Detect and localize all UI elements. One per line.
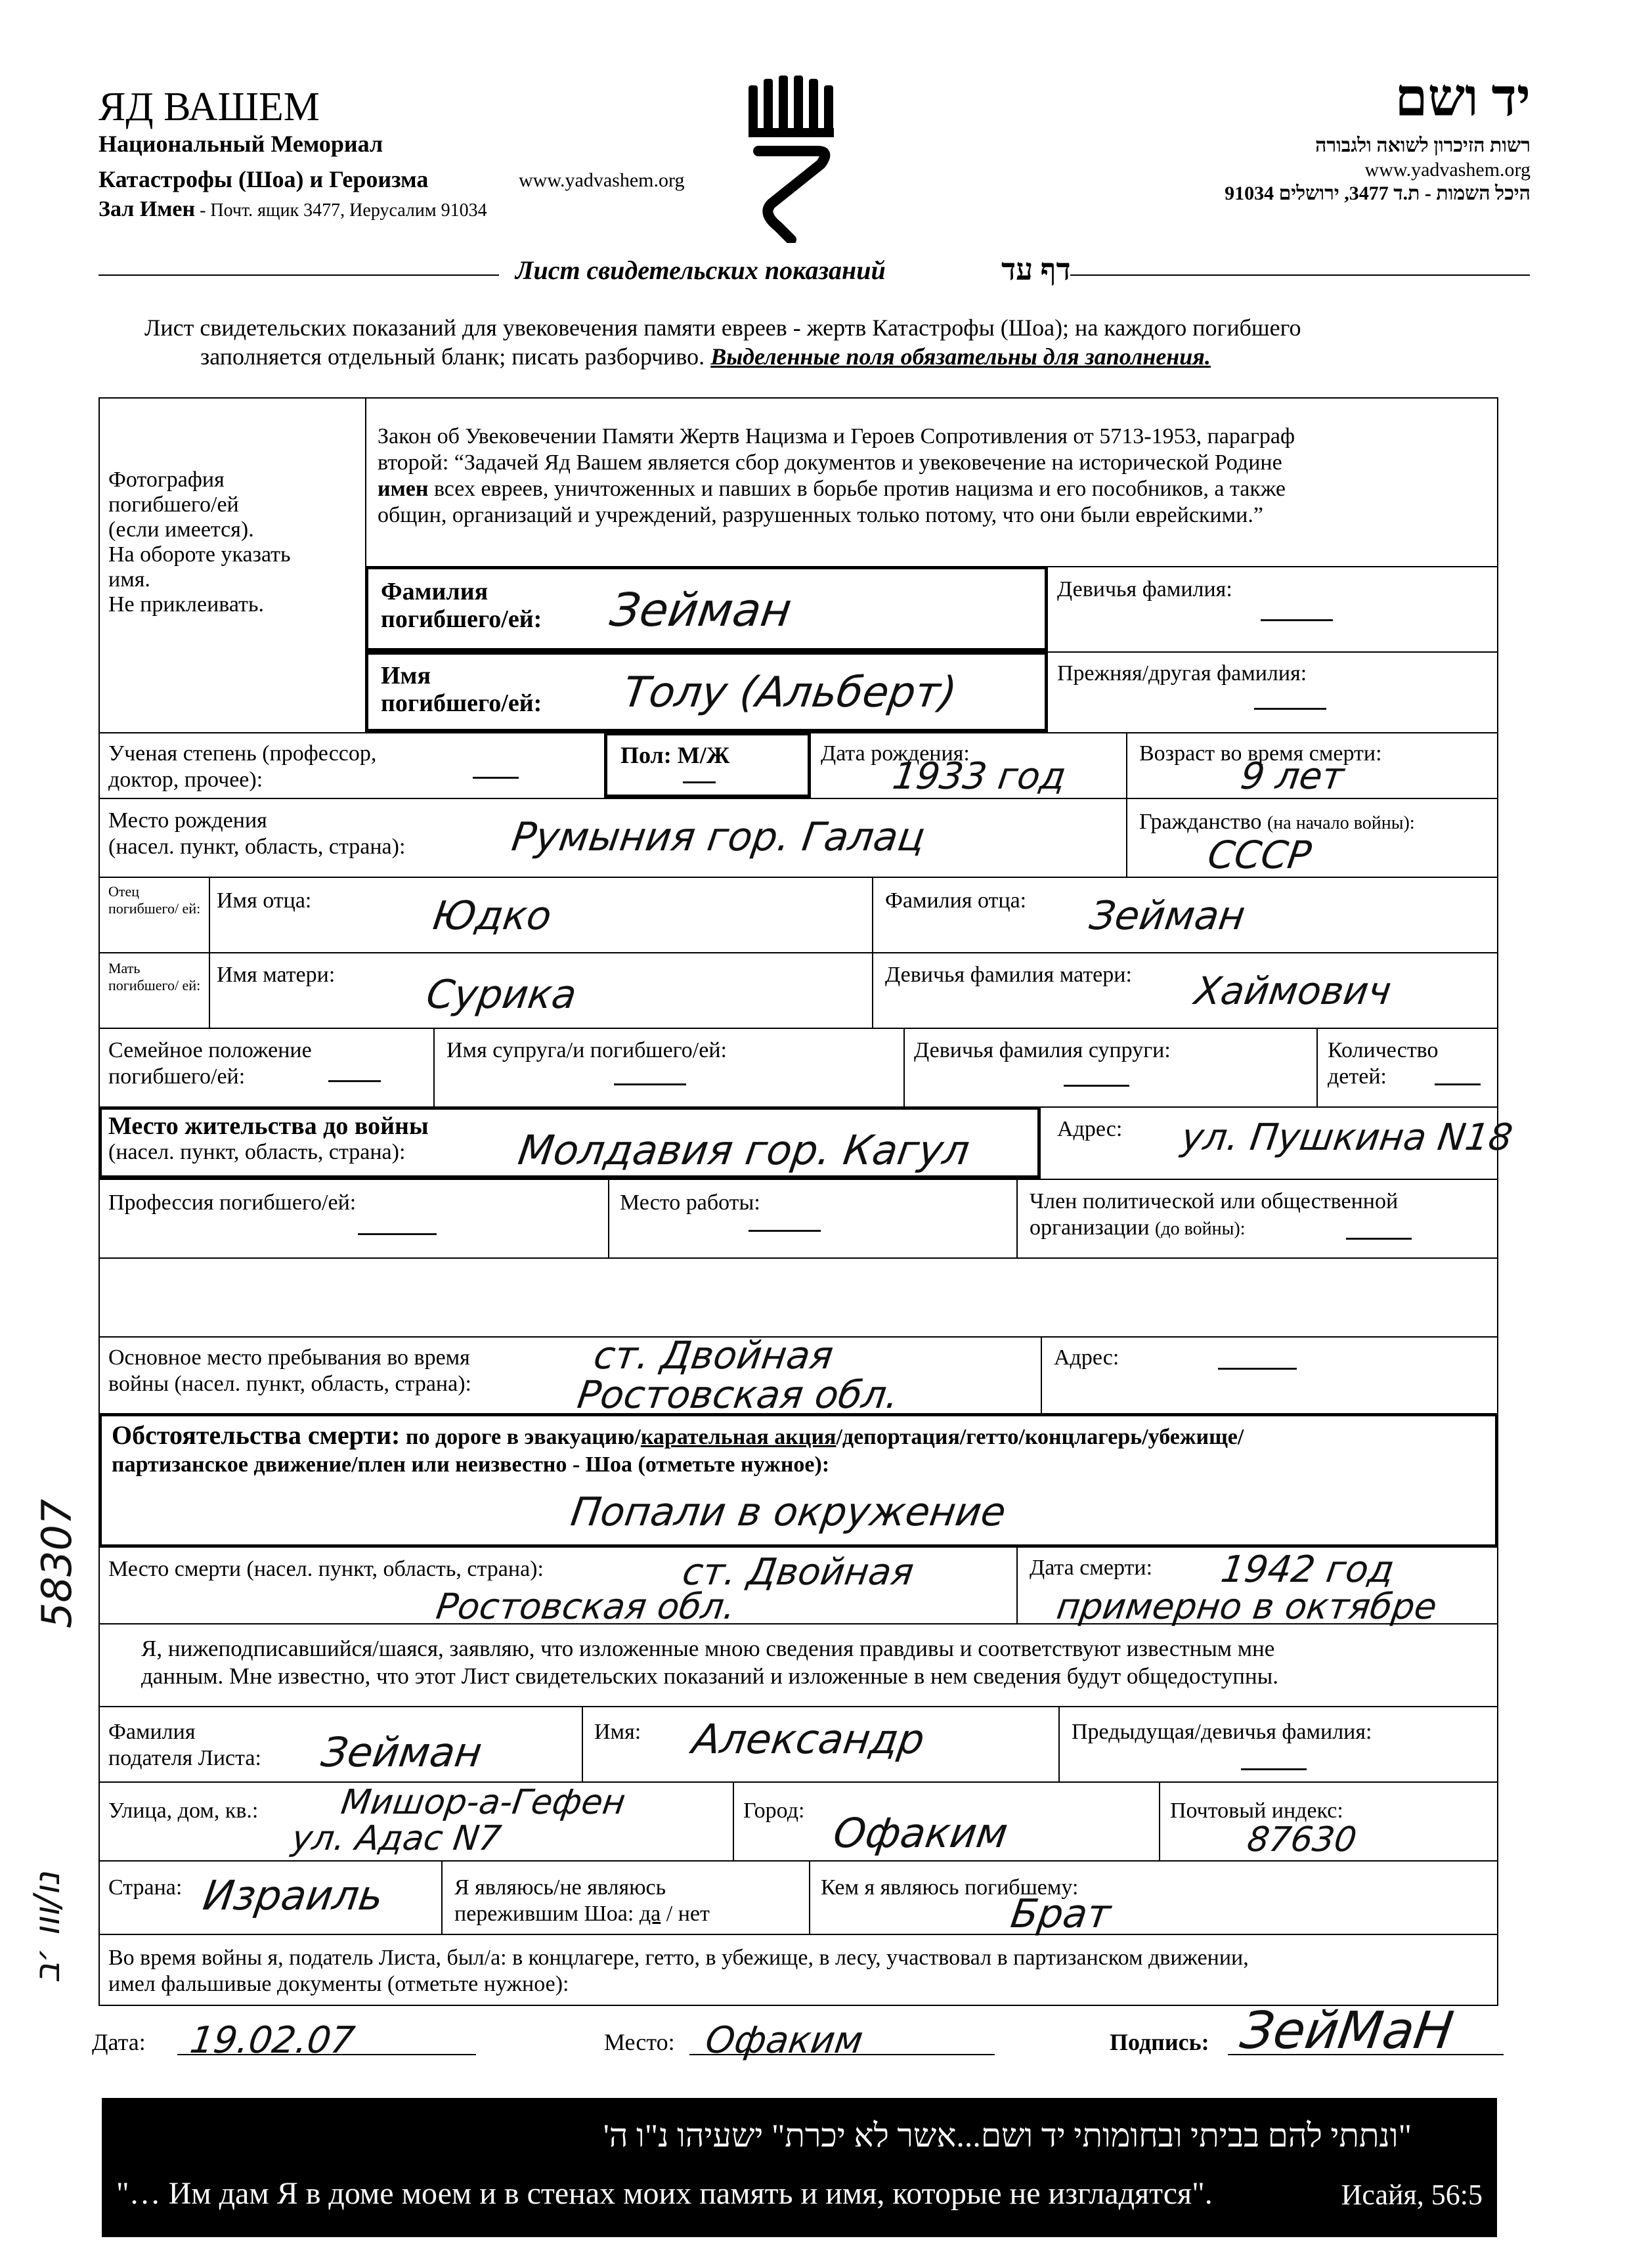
form-title: Лист свидетельских показаний bbox=[515, 255, 886, 285]
address-label: Адрес: bbox=[1057, 1117, 1123, 1141]
quote-banner bbox=[102, 2098, 1497, 2237]
street-label: Улица, дом, кв.: bbox=[108, 1799, 259, 1823]
wartime-value-2: Ростовская обл. bbox=[575, 1372, 902, 1417]
children-label1: Количество bbox=[1328, 1038, 1439, 1062]
place-value: Офаким bbox=[703, 2019, 866, 2062]
submitter-name-value: Александр bbox=[689, 1715, 928, 1763]
death-place-value-2: Ростовская обл. bbox=[433, 1586, 739, 1627]
col-rule-age bbox=[1126, 732, 1127, 877]
profession-dash bbox=[358, 1233, 437, 1235]
sex-label: Пол: М/Ж bbox=[620, 742, 730, 768]
citizenship-note: (на начало войны): bbox=[1267, 813, 1415, 833]
death-place-label: Место смерти (насел. пункт, область, страна): bbox=[108, 1557, 544, 1581]
title-rule-left bbox=[98, 274, 499, 276]
date-underline bbox=[177, 2054, 476, 2055]
row-rule-13 bbox=[98, 1781, 1498, 1783]
submitter-surname-label bbox=[108, 1719, 261, 1772]
victim-prev-label: Прежняя/другая фамилия: bbox=[1057, 661, 1307, 686]
law-line1: Закон об Увековечении Памяти Жертв Нацизма и Героев Сопротивления от 5713-1953, параграф bbox=[378, 424, 1295, 448]
quote-ref: Исайя, 56:5 bbox=[1341, 2179, 1483, 2211]
victim-name-value: Толу (Альберт) bbox=[620, 668, 960, 717]
place-underline bbox=[689, 2054, 995, 2055]
address-value: ул. Пушкина N18 bbox=[1179, 1116, 1515, 1159]
org-line2: Катастрофы (Шоа) и Героизма bbox=[98, 166, 429, 192]
wartime-address-dash bbox=[1218, 1368, 1297, 1370]
family-divider-1 bbox=[433, 1028, 435, 1106]
residence-label1: Место жительства до войны bbox=[108, 1112, 429, 1140]
address-div-1 bbox=[733, 1781, 734, 1860]
age-label: Возраст во время смерти: bbox=[1139, 741, 1382, 766]
address-div-2 bbox=[1159, 1781, 1160, 1860]
birthplace-label2: (насел. пункт, область, страна): bbox=[108, 835, 406, 859]
victim-surname-label1: Фамилия bbox=[381, 578, 489, 605]
row-rule-8 bbox=[98, 1179, 1498, 1180]
father-surname-label: Фамилия отца: bbox=[885, 888, 1027, 913]
margin-note-2: נו/ווו ׳ב bbox=[26, 1871, 68, 1983]
family-label1: Семейное положение bbox=[108, 1038, 312, 1062]
row-rule-4 bbox=[98, 877, 1498, 878]
death-circ-line1 bbox=[112, 1422, 1244, 1451]
family-dash bbox=[328, 1080, 381, 1082]
city-value: Офаким bbox=[830, 1809, 1011, 1857]
declaration-line1: Я, нижеподписавшийся/шаяся, заявляю, что изложенные мною сведения правдивы и соответствуют известным мне bbox=[141, 1636, 1275, 1661]
wartime-label2: войны (насел. пункт, область, страна): bbox=[108, 1372, 471, 1396]
death-circ-opt2: карательная акция bbox=[640, 1425, 836, 1449]
intro-line2 bbox=[200, 343, 1211, 370]
hall-address: - Почт. ящик 3477, Иерусалим 91034 bbox=[195, 200, 487, 221]
work-label: Место работы: bbox=[620, 1190, 760, 1215]
row-rule-3 bbox=[98, 798, 1498, 799]
intro-line1: Лист свидетельских показаний для увековечения памяти евреев - жертв Катастрофы (Шоа); на каждого погибшего bbox=[144, 315, 1301, 341]
street-value-1: Мишор-а-Гефен bbox=[338, 1783, 628, 1822]
photo-line3: (если имеется). bbox=[108, 517, 254, 542]
street-value-2: ул. Адас N7 bbox=[289, 1819, 504, 1858]
intro-required: Выделенные поля обязательны для заполнения. bbox=[710, 343, 1211, 370]
death-date-divider bbox=[1016, 1548, 1018, 1623]
row-rule-9 bbox=[98, 1257, 1498, 1259]
wartime-label bbox=[108, 1345, 471, 1397]
hall-line bbox=[98, 197, 487, 222]
submitter-div-1 bbox=[582, 1706, 583, 1781]
org-line1: Национальный Мемориал bbox=[98, 131, 383, 157]
victim-prev-dash bbox=[1254, 708, 1326, 710]
wartime-label1: Основное место пребывания во время bbox=[108, 1345, 470, 1370]
family-label bbox=[108, 1037, 312, 1090]
survivor-label2: пережившим Шоа: bbox=[454, 1902, 634, 1926]
death-circ-label: Обстоятельства смерти: bbox=[112, 1420, 401, 1450]
submitter-prev-label: Предыдущая/девичья фамилия: bbox=[1072, 1720, 1372, 1744]
law-line2: второй: “Задачей Яд Вашем является сбор документов и увековечение на исторической Родине bbox=[378, 450, 1282, 475]
quote-ru: "… Им дам Я в доме моем и в стенах моих память и имя, которые не изгладятся". bbox=[116, 2176, 1213, 2211]
row-rule-7 bbox=[1041, 1106, 1498, 1108]
survivor-label1: Я являюсь/не являюсь bbox=[454, 1875, 666, 1900]
victim-maiden-label: Девичья фамилия: bbox=[1057, 577, 1232, 601]
zip-value: 87630 bbox=[1244, 1820, 1359, 1860]
spouse-label: Имя супруга/и погибшего/ей: bbox=[446, 1038, 727, 1062]
survivor-label bbox=[454, 1875, 710, 1927]
row-rule-12 bbox=[98, 1706, 1498, 1707]
relation-value: Брат bbox=[1008, 1891, 1114, 1937]
submitter-div-2 bbox=[1058, 1706, 1060, 1781]
submitter-surname-label1: Фамилия bbox=[108, 1720, 196, 1744]
victim-maiden-dash bbox=[1261, 619, 1333, 621]
law-line3-rest: всех евреев, уничтоженных и павших в борьбе против нацизма и его пособников, а также bbox=[428, 477, 1286, 501]
photo-line6: Не приклеивать. bbox=[108, 592, 264, 617]
survivor-yes[interactable]: да bbox=[639, 1902, 661, 1926]
photo-line2: погибшего/ей bbox=[108, 492, 239, 517]
family-divider-3 bbox=[1316, 1028, 1318, 1106]
mother-side-label: Мать погибшего/ ей: bbox=[108, 960, 201, 993]
victim-name-label2: погибшего/ей: bbox=[381, 689, 542, 717]
father-name-label: Имя отца: bbox=[217, 888, 312, 913]
he-line1: רשות הזיכרון לשואה ולגבורה bbox=[1315, 135, 1531, 156]
mother-name-value: Сурика bbox=[424, 972, 580, 1018]
victim-surname-label2: погибшего/ей: bbox=[381, 605, 542, 633]
date-label: Дата: bbox=[92, 2029, 146, 2055]
degree-label bbox=[108, 741, 376, 793]
mother-maiden-value: Хаймович bbox=[1192, 969, 1395, 1013]
family-label2: погибшего/ей: bbox=[108, 1064, 246, 1089]
quote-he: "ונתתי להם בביתי ובחומותי יד ושם...אשר לא יכרת" ישעיהו נ"ו ה' bbox=[603, 2117, 1412, 2154]
father-name-value: Юдко bbox=[430, 893, 555, 939]
country-div-1 bbox=[441, 1860, 443, 1934]
yad-vashem-logo bbox=[745, 72, 844, 243]
website: www.yadvashem.org bbox=[519, 169, 685, 191]
photo-instructions bbox=[108, 468, 291, 617]
death-circ-opt1: по дороге в эвакуацию/ bbox=[405, 1425, 641, 1449]
victim-surname-label bbox=[381, 578, 542, 633]
member-note: (до войны): bbox=[1155, 1219, 1246, 1239]
degree-dash bbox=[473, 777, 519, 779]
intro-text2: заполняется отдельный бланк; писать разборчиво. bbox=[200, 343, 705, 370]
row-rule-11 bbox=[98, 1623, 1498, 1625]
law-names: имен bbox=[378, 477, 429, 501]
title-rule-right bbox=[1070, 274, 1530, 276]
margin-note: 58307 bbox=[33, 1498, 81, 1628]
spouse-dash bbox=[614, 1083, 686, 1085]
birthplace-value: Румыния гор. Галац bbox=[509, 814, 928, 860]
sign-label: Подпись: bbox=[1110, 2029, 1209, 2055]
law-text bbox=[378, 424, 1295, 529]
country-div-2 bbox=[809, 1860, 810, 1934]
submitter-prev-dash bbox=[1241, 1768, 1307, 1770]
profession-label: Профессия погибшего/ей: bbox=[108, 1190, 357, 1215]
degree-label1: Ученая степень (профессор, bbox=[108, 741, 377, 766]
city-label: Город: bbox=[743, 1799, 805, 1823]
death-date-label: Дата смерти: bbox=[1030, 1556, 1153, 1580]
signature: ЗейМаН bbox=[1236, 2001, 1457, 2061]
death-circ-line2: партизанское движение/плен или неизвестно - Шоа (отметьте нужное): bbox=[112, 1452, 830, 1477]
he-website: www.yadvashem.org bbox=[1364, 159, 1531, 181]
member-label2: организации bbox=[1030, 1215, 1150, 1240]
wartime-address-label: Адрес: bbox=[1054, 1345, 1119, 1370]
profession-divider-2 bbox=[1016, 1179, 1018, 1257]
age-value: 9 лет bbox=[1238, 755, 1347, 798]
death-circ-opt3: /депортация/гетто/концлагерь/убежище/ bbox=[836, 1425, 1244, 1449]
survivor-no[interactable]: / нет bbox=[661, 1902, 710, 1926]
spouse-maiden-dash bbox=[1064, 1085, 1129, 1087]
family-divider-2 bbox=[903, 1028, 905, 1106]
birth-value: 1933 год bbox=[890, 755, 1069, 798]
degree-label2: доктор, прочее): bbox=[108, 768, 263, 792]
residence-label bbox=[108, 1113, 429, 1166]
declaration bbox=[141, 1635, 1278, 1690]
photo-line4: На обороте указать bbox=[108, 542, 291, 567]
declaration-line2: данным. Мне известно, что этот Лист свидетельских показаний и изложенные в нем сведения будут общедоступны. bbox=[141, 1663, 1278, 1689]
country-value: Израиль bbox=[200, 1871, 387, 1919]
children-label bbox=[1328, 1037, 1439, 1090]
country-label: Страна: bbox=[108, 1875, 183, 1900]
victim-name-label bbox=[381, 662, 542, 717]
relation-label: Кем я являюсь погибшему: bbox=[821, 1875, 1079, 1900]
war-label bbox=[108, 1945, 1249, 1997]
death-date-value-2: примерно в октябре bbox=[1054, 1586, 1440, 1627]
row-rule-1 bbox=[1048, 651, 1498, 653]
father-surname-value: Зейман bbox=[1087, 893, 1248, 939]
mother-maiden-label: Девичья фамилия матери: bbox=[885, 963, 1132, 987]
submitter-surname-label2: подателя Листа: bbox=[108, 1746, 261, 1770]
death-circ-value: Попали в окружение bbox=[568, 1489, 1009, 1535]
wartime-value-1: ст. Двойная bbox=[591, 1333, 836, 1378]
he-title: יד ושם bbox=[1395, 70, 1531, 127]
member-label1: Член политической или общественной bbox=[1030, 1189, 1399, 1213]
org-title: ЯД ВАШЕМ bbox=[98, 85, 320, 129]
war-label1: Во время войны я, податель Листа, был/а: в концлагере, гетто, в убежище, в лесу, участвовал в партизанском движении, bbox=[108, 1946, 1249, 1970]
residence-value: Молдавия гор. Кагул bbox=[515, 1126, 973, 1174]
profession-divider-1 bbox=[608, 1179, 609, 1257]
date-value: 19.02.07 bbox=[187, 2019, 357, 2062]
submitter-surname-value: Зейман bbox=[318, 1728, 485, 1776]
birth-label: Дата рождения: bbox=[821, 741, 970, 766]
member-label bbox=[1030, 1189, 1398, 1242]
mother-name-label: Имя матери: bbox=[217, 963, 336, 987]
row-rule-15 bbox=[98, 1934, 1498, 1935]
children-dash bbox=[1435, 1083, 1481, 1085]
sex-dash bbox=[683, 781, 716, 783]
war-label2: имел фальшивые документы (отметьте нужное): bbox=[108, 1972, 569, 1996]
birthplace-label bbox=[108, 808, 405, 860]
member-dash bbox=[1346, 1238, 1412, 1240]
photo-line1: Фотография bbox=[108, 468, 225, 492]
spouse-maiden-label: Девичья фамилия супруги: bbox=[914, 1038, 1171, 1062]
residence-label2: (насел. пункт, область, страна): bbox=[108, 1140, 406, 1164]
birthplace-label1: Место рождения bbox=[108, 808, 267, 833]
zip-label: Почтовый индекс: bbox=[1170, 1799, 1343, 1823]
victim-surname-value: Зейман bbox=[607, 583, 795, 637]
sign-underline bbox=[1228, 2054, 1504, 2055]
submitter-name-label: Имя: bbox=[594, 1720, 641, 1744]
row-rule-5 bbox=[98, 952, 1498, 953]
law-line4: общин, организаций и учреждений, разрушенных только потому, что они были еврейскими.” bbox=[378, 503, 1263, 527]
death-date-value-1: 1942 год bbox=[1218, 1548, 1397, 1591]
row-rule-6 bbox=[98, 1028, 1498, 1029]
row-rule-14 bbox=[98, 1860, 1498, 1862]
father-side-label: Отец погибшего/ ей: bbox=[108, 883, 201, 917]
place-label: Место: bbox=[604, 2029, 675, 2055]
citizenship-label-main: Гражданство bbox=[1139, 810, 1262, 834]
work-dash bbox=[749, 1230, 821, 1232]
children-label2: детей: bbox=[1328, 1064, 1387, 1089]
he-address: היכל השמות - ת.ד 3477, ירושלים 91034 bbox=[1225, 183, 1531, 204]
citizenship-value: СССР bbox=[1205, 833, 1314, 877]
death-place-value-1: ст. Двойная bbox=[680, 1551, 917, 1594]
form-title-he: דף עד bbox=[1001, 253, 1071, 286]
wartime-divider bbox=[1041, 1336, 1042, 1413]
victim-name-label1: Имя bbox=[381, 662, 431, 689]
photo-line5: имя. bbox=[108, 567, 150, 592]
law-line3 bbox=[378, 476, 1295, 502]
hall-title: Зал Имен bbox=[98, 197, 196, 221]
